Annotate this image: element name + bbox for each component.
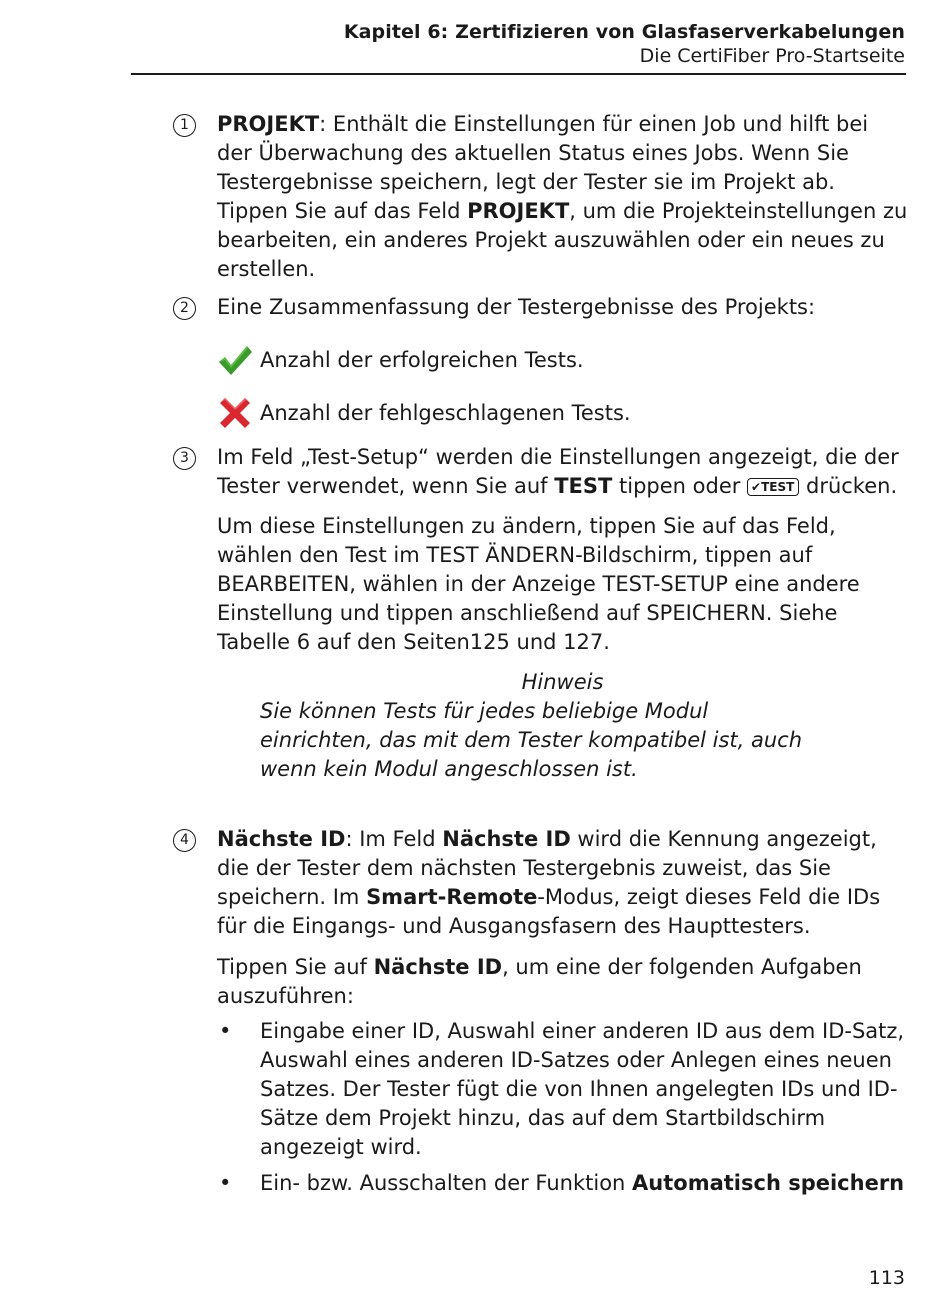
bullet-item-1 [217, 1017, 908, 1162]
term-naechste-id: Nächste ID [217, 827, 346, 851]
item-2-text: Eine Zusammenfassung der Testergebnisse des Projekts: [217, 295, 816, 319]
item-4-text [217, 825, 908, 941]
header-rule [131, 73, 906, 75]
item-3-text-part: Im Feld „Test-Setup“ werden die Einstellungen angezeigt, die der Tester verwendet, wenn Sie auf [217, 445, 899, 498]
pass-count-text: Anzahl der erfolgreichen Tests. [260, 347, 584, 372]
checkmark-icon [217, 342, 253, 378]
item-4-paragraph-2 [217, 953, 908, 1011]
item-3-paragraph-2: Um diese Einstellungen zu ändern, tippen Sie auf das Feld, wählen den Test im TEST ÄNDERN-Bildschirm, tippen auf BEARBEITEN, wählen in der Anzeige TEST-SETUP eine andere Einstellung und tippen anschließend auf SPEICHERN. Siehe Tabelle 6 auf den Seiten125 und 127. [217, 514, 860, 654]
bullet-dot: • [219, 1171, 232, 1195]
callout-number-3: 3 [173, 447, 196, 470]
term-automatisch-speichern: Automatisch speichern [632, 1171, 905, 1195]
item-4-text-part-2: wird die Kennung angezeigt, die der Tester dem nächsten Testergebnis zuweist, das Sie speichern. Im [217, 827, 877, 909]
item-4-para-part-2: , um eine der folgenden Aufgaben auszuführen: [217, 955, 862, 1008]
item-1-text [217, 110, 908, 284]
chapter-title: Kapitel 6: Zertifizieren von Glasfaserverkabelungen [343, 21, 905, 43]
item-3-text-part-2: tippen oder [612, 474, 748, 498]
test-key-icon: ✔TEST [747, 478, 799, 496]
term-naechste-id-2: Nächste ID [442, 827, 571, 851]
bullet-dot: • [219, 1019, 232, 1043]
callout-number-2: 2 [173, 297, 196, 320]
page-number: 113 [868, 1267, 905, 1289]
term-naechste-id-3: Nächste ID [373, 955, 503, 979]
bullet-1-text: Eingabe einer ID, Auswahl einer anderen ID aus dem ID-Satz, Auswahl eines anderen ID-Satzes oder Anlegen eines neuen Satzes. Der Tester fügt die von Ihnen angelegten IDs und ID-Sätze dem Projekt hinzu, das auf dem Startbildschirm angezeigt wird. [260, 1019, 905, 1159]
section-title: Die CertiFiber Pro-Startseite [639, 45, 905, 67]
item-3-text [217, 443, 908, 501]
term-smart-remote: Smart-Remote [366, 885, 538, 909]
item-3-text-part-3: drücken. [799, 474, 898, 498]
item-4-para-part: Tippen Sie auf [217, 955, 374, 979]
item-4-text-part-3: -Modus, zeigt dieses Feld die IDs für die Eingangs- und Ausgangsfasern des Haupttesters. [217, 885, 881, 938]
callout-number-4: 4 [173, 829, 196, 852]
term-projekt-2: PROJEKT [467, 199, 570, 223]
term-projekt: PROJEKT [217, 112, 320, 136]
pass-line [217, 342, 908, 378]
item-4-text-part: : Im Feld [345, 827, 443, 851]
bullet-2-text: Ein- bzw. Ausschalten der Funktion [260, 1171, 633, 1195]
fail-count-text: Anzahl der fehlgeschlagenen Tests. [260, 400, 631, 425]
item-1-text-part-2: , um die Projekteinstellungen zu bearbeiten, ein anderes Projekt auszuwählen oder ein neues zu erstellen. [217, 199, 908, 281]
fail-line [217, 395, 908, 431]
note-text: Sie können Tests für jedes beliebige Modul einrichten, das mit dem Tester kompatibel ist, auch wenn kein Modul angeschlossen ist. [260, 699, 803, 781]
callout-number-1: 1 [173, 114, 196, 137]
bullet-item-2 [217, 1169, 908, 1198]
cross-icon [217, 395, 253, 431]
term-test: TEST [554, 474, 613, 498]
item-1-text-part: : Enthält die Einstellungen für einen Job und hilft bei der Überwachung des aktuellen Status eines Jobs. Wenn Sie Testergebnisse speichern, legt der Tester sie im Projekt ab. Tippen Sie auf das Feld [217, 112, 869, 223]
page-header [344, 20, 905, 69]
note-title: Hinweis [521, 670, 604, 694]
